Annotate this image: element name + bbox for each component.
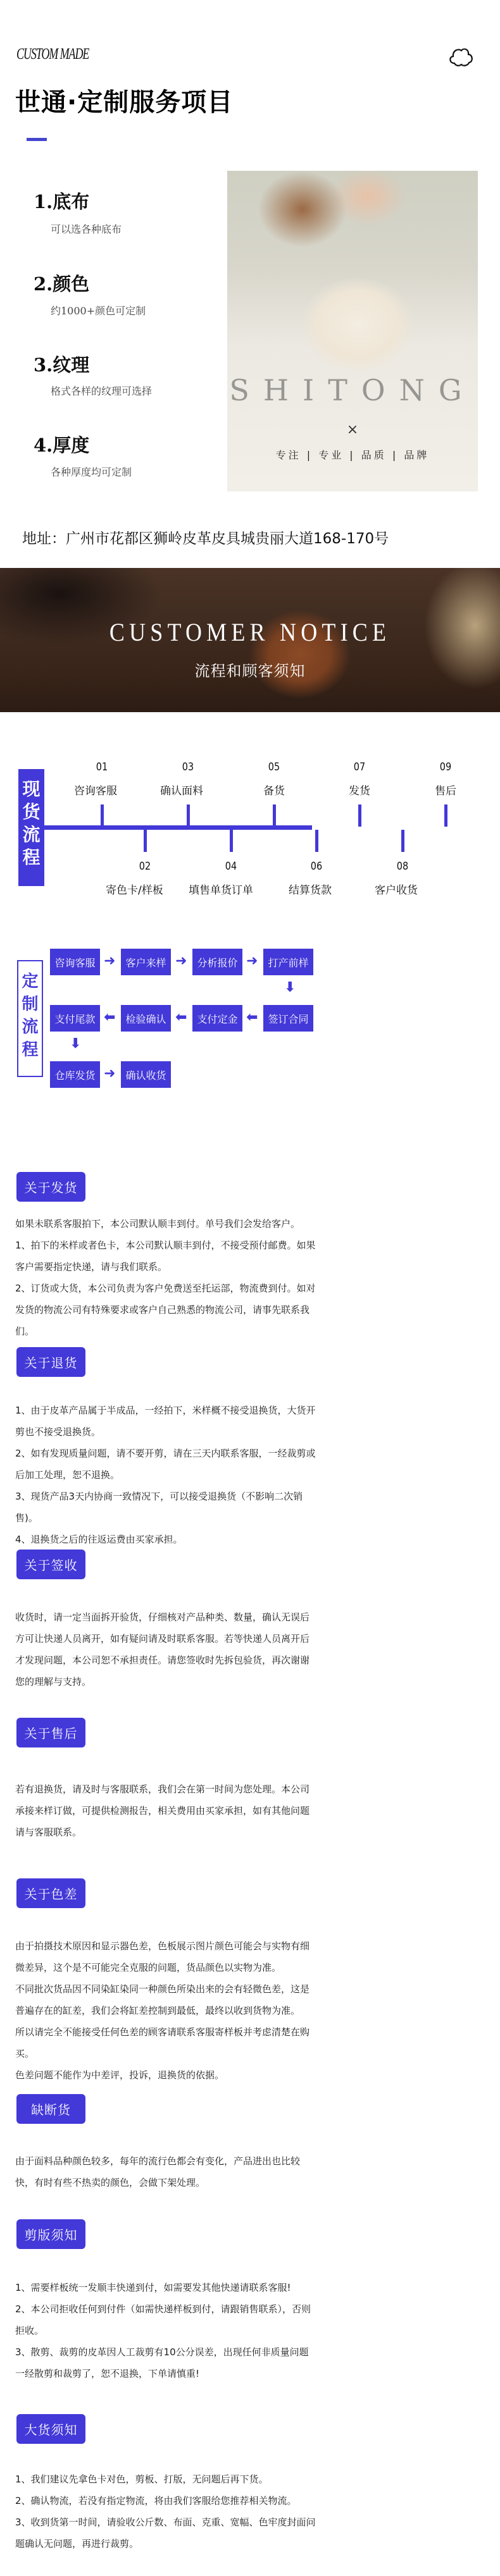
address: 地址：广州市花都区狮岭皮革皮具城贵丽大道168-170号 bbox=[22, 531, 389, 547]
step-label: 寄色卡/样板 bbox=[106, 884, 163, 897]
timeline-tick bbox=[401, 830, 404, 852]
eyebrow-custom-made: CUSTOM MADE bbox=[16, 46, 89, 63]
section-line: 1、拍下的米样或者色卡，本公司默认顺丰到付，不接受预付邮费。如果客户需要指定快递，请与我们联系。 bbox=[15, 1240, 316, 1273]
customer-notice-banner bbox=[0, 568, 500, 712]
service-title: 2.颜色 bbox=[34, 273, 90, 295]
flow-step: 打产前样 bbox=[263, 949, 313, 975]
custom-flow-label: 定制流程 bbox=[17, 960, 43, 1077]
section-body-bulk-notice bbox=[15, 2468, 316, 2554]
timeline-tick bbox=[144, 830, 147, 852]
banner-title-en: CUSTOMER NOTICE bbox=[109, 618, 391, 646]
flow-step: 签订合同 bbox=[263, 1005, 313, 1032]
timeline-tick bbox=[444, 804, 447, 827]
photo-brand-text: SHITONG bbox=[229, 373, 476, 407]
section-badge-color-difference: 关于色差 bbox=[16, 1878, 85, 1908]
service-desc: 格式各样的纹理可选择 bbox=[51, 385, 153, 397]
section-badge-aftersales: 关于售后 bbox=[16, 1718, 85, 1747]
accent-bar bbox=[27, 138, 47, 141]
page-title: 世通·定制服务项目 bbox=[15, 88, 234, 117]
flow-step: 检验确认 bbox=[121, 1005, 171, 1032]
arrow-right-icon: ➜ bbox=[175, 953, 187, 969]
section-line: 色差问题不能作为中差评，投诉，退换货的依据。 bbox=[15, 2069, 225, 2081]
section-line: 收货时，请一定当面拆开验货，仔细核对产品种类、数量，确认无误后方可让快递人员离开，如有疑问请及时联系客服。若等快递人员离开后才发现问题，本公司恕不承担责任。请您签收时先拆包验货，再次谢谢您的理解与支持。 bbox=[15, 1612, 310, 1687]
section-badge-signing: 关于签收 bbox=[16, 1550, 85, 1579]
flow-step: 仓库发货 bbox=[50, 1061, 100, 1088]
section-line: 所以请完全不能接受任何色差的顾客请联系客服寄样板并考虑清楚在购买。 bbox=[15, 2026, 310, 2059]
arrow-right-icon: ➜ bbox=[246, 953, 258, 969]
step-label: 结算货款 bbox=[289, 884, 332, 897]
service-title: 3.纹理 bbox=[34, 354, 90, 376]
section-body-aftersales bbox=[15, 1778, 316, 1843]
flow-step: 客户来样 bbox=[121, 949, 171, 975]
step-label: 备货 bbox=[263, 785, 285, 798]
timeline-tick bbox=[273, 804, 276, 827]
step-number: 03 bbox=[182, 761, 194, 773]
section-badge-out-of-stock: 缺断货 bbox=[16, 2094, 85, 2124]
service-desc: 可以选各种底布 bbox=[51, 223, 122, 235]
step-number: 02 bbox=[139, 860, 151, 873]
section-line: 2、订货或大货，本公司负责为客户免费送至托运部，物流费到付。如对发货的物流公司有特殊要求或客户自己熟悉的物流公司，请事先联系我们。 bbox=[15, 1283, 316, 1337]
arrow-down-icon: ⬇ bbox=[284, 980, 296, 995]
section-line: 不同批次货品因不同染缸染同一种颜色所染出来的会有轻微色差，这是普遍存在的缸差，我们会将缸差控制到最低，最终以收到货物为准。 bbox=[15, 1983, 310, 2016]
timeline-line bbox=[44, 825, 312, 830]
hero-photo bbox=[227, 171, 478, 491]
section-badge-shipping: 关于发货 bbox=[16, 1172, 85, 1202]
section-body-shipping bbox=[15, 1213, 316, 1342]
timeline-tick bbox=[315, 830, 318, 852]
section-line: 3、收到货第一时间，请验收公斤数、布面、克重、宽幅、色牢度封面问题确认无问题，再进行裁剪。 bbox=[15, 2517, 316, 2549]
cloud-icon bbox=[446, 44, 476, 70]
step-label: 发货 bbox=[349, 785, 370, 798]
arrow-down-icon: ⬇ bbox=[70, 1036, 82, 1052]
step-number: 09 bbox=[439, 761, 452, 773]
arrow-left-icon: ⬅ bbox=[175, 1009, 187, 1025]
arrow-left-icon: ⬅ bbox=[104, 1009, 116, 1025]
section-body-signing bbox=[15, 1606, 316, 1692]
arrow-right-icon: ➜ bbox=[104, 953, 116, 969]
service-desc: 约1000+颜色可定制 bbox=[51, 305, 146, 317]
step-label: 售后 bbox=[435, 785, 456, 798]
flow-step: 咨询客服 bbox=[50, 949, 100, 975]
flow-step: 确认收货 bbox=[121, 1061, 171, 1088]
banner-title-cn: 流程和顾客须知 bbox=[194, 662, 306, 680]
step-label: 客户收货 bbox=[375, 884, 418, 897]
step-label: 填售单货订单 bbox=[189, 884, 253, 897]
timeline-tick bbox=[187, 804, 190, 827]
step-number: 06 bbox=[310, 860, 323, 873]
step-number: 07 bbox=[353, 761, 366, 773]
flow-step: 支付定金 bbox=[192, 1005, 242, 1032]
step-number: 08 bbox=[396, 860, 409, 873]
timeline-tick bbox=[358, 804, 361, 827]
section-badge-returns: 关于退货 bbox=[16, 1347, 85, 1377]
photo-separator: × bbox=[346, 422, 359, 438]
section-badge-cutting-notice: 剪版须知 bbox=[16, 2219, 85, 2249]
section-line: 1、由于皮革产品属于半成品，一经拍下，米样概不接受退换货，大货开剪也不接受退换货。 bbox=[15, 1405, 316, 1438]
section-line: 2、本公司拒收任何到付件（如需快递样板到付，请跟销售联系），否则拒收。 bbox=[15, 2303, 311, 2336]
step-number: 01 bbox=[96, 761, 108, 773]
section-line: 若有退换货，请及时与客服联系，我们会在第一时间为您处理。本公司承接来样订做，可提供检测报告，相关费用由买家承担，如有其他问题请与客服联系。 bbox=[15, 1784, 310, 1838]
arrow-right-icon: ➜ bbox=[104, 1066, 116, 1082]
section-body-color-difference bbox=[15, 1935, 316, 2086]
section-line: 2、如有发现质量问题，请不要开剪，请在三天内联系客服，一经裁剪或后加工处理，恕不退换。 bbox=[15, 1448, 316, 1481]
timeline-tick bbox=[230, 830, 233, 852]
step-number: 05 bbox=[268, 761, 280, 773]
step-label: 咨询客服 bbox=[74, 785, 117, 798]
section-line: 由于面料品种颜色较多，每年的流行色都会有变化，产品进出也比较快，有时有些不热卖的颜色，会做下架处理。 bbox=[15, 2155, 301, 2188]
step-number: 04 bbox=[225, 860, 237, 873]
spot-flow-label: 现货流程 bbox=[18, 769, 44, 886]
section-body-cutting-notice bbox=[15, 2277, 316, 2384]
photo-tagline: 专注 | 专业 | 品质 | 品牌 bbox=[275, 449, 430, 461]
timeline-tick bbox=[101, 804, 104, 827]
section-line: 2、确认物流，若没有指定物流，将由我们客服给您推荐相关物流。 bbox=[15, 2495, 297, 2506]
section-line: 1、需要样板统一发顺丰快递到付，如需要发其他快递请联系客服! bbox=[15, 2282, 291, 2293]
step-label: 确认面料 bbox=[160, 785, 203, 798]
section-body-returns bbox=[15, 1400, 316, 1550]
arrow-left-icon: ⬅ bbox=[246, 1009, 258, 1025]
section-line: 3、现货产品3天内协商一致情况下，可以接受退换货（不影响二次销售)。 bbox=[15, 1491, 303, 1524]
flow-step: 支付尾款 bbox=[50, 1005, 100, 1032]
service-title: 4.厚度 bbox=[34, 434, 90, 456]
section-line: 1、我们建议先拿色卡对色，剪板、打版，无问题后再下货。 bbox=[15, 2474, 268, 2485]
section-line: 4、退换货之后的往返运费由买家承担。 bbox=[15, 1534, 183, 1545]
section-line: 如果未联系客服拍下，本公司默认顺丰到付。单号我们会发给客户。 bbox=[15, 1218, 301, 1229]
flow-step: 分析报价 bbox=[192, 949, 242, 975]
service-desc: 各种厚度均可定制 bbox=[51, 466, 132, 478]
section-badge-bulk-notice: 大货须知 bbox=[16, 2414, 85, 2444]
section-line: 3、散剪、裁剪的皮革因人工裁剪有10公分误差，出现任何非质量问题一经散剪和裁剪了，恕不退换，下单请慎重! bbox=[15, 2346, 309, 2379]
section-line: 由于拍摄技术原因和显示器色差，色板展示图片颜色可能会与实物有细微差异，这个是不可能完全克服的问题，货品颜色以实物为准。 bbox=[15, 1940, 310, 1973]
service-title: 1.底布 bbox=[34, 191, 90, 213]
section-body-out-of-stock bbox=[15, 2150, 316, 2193]
